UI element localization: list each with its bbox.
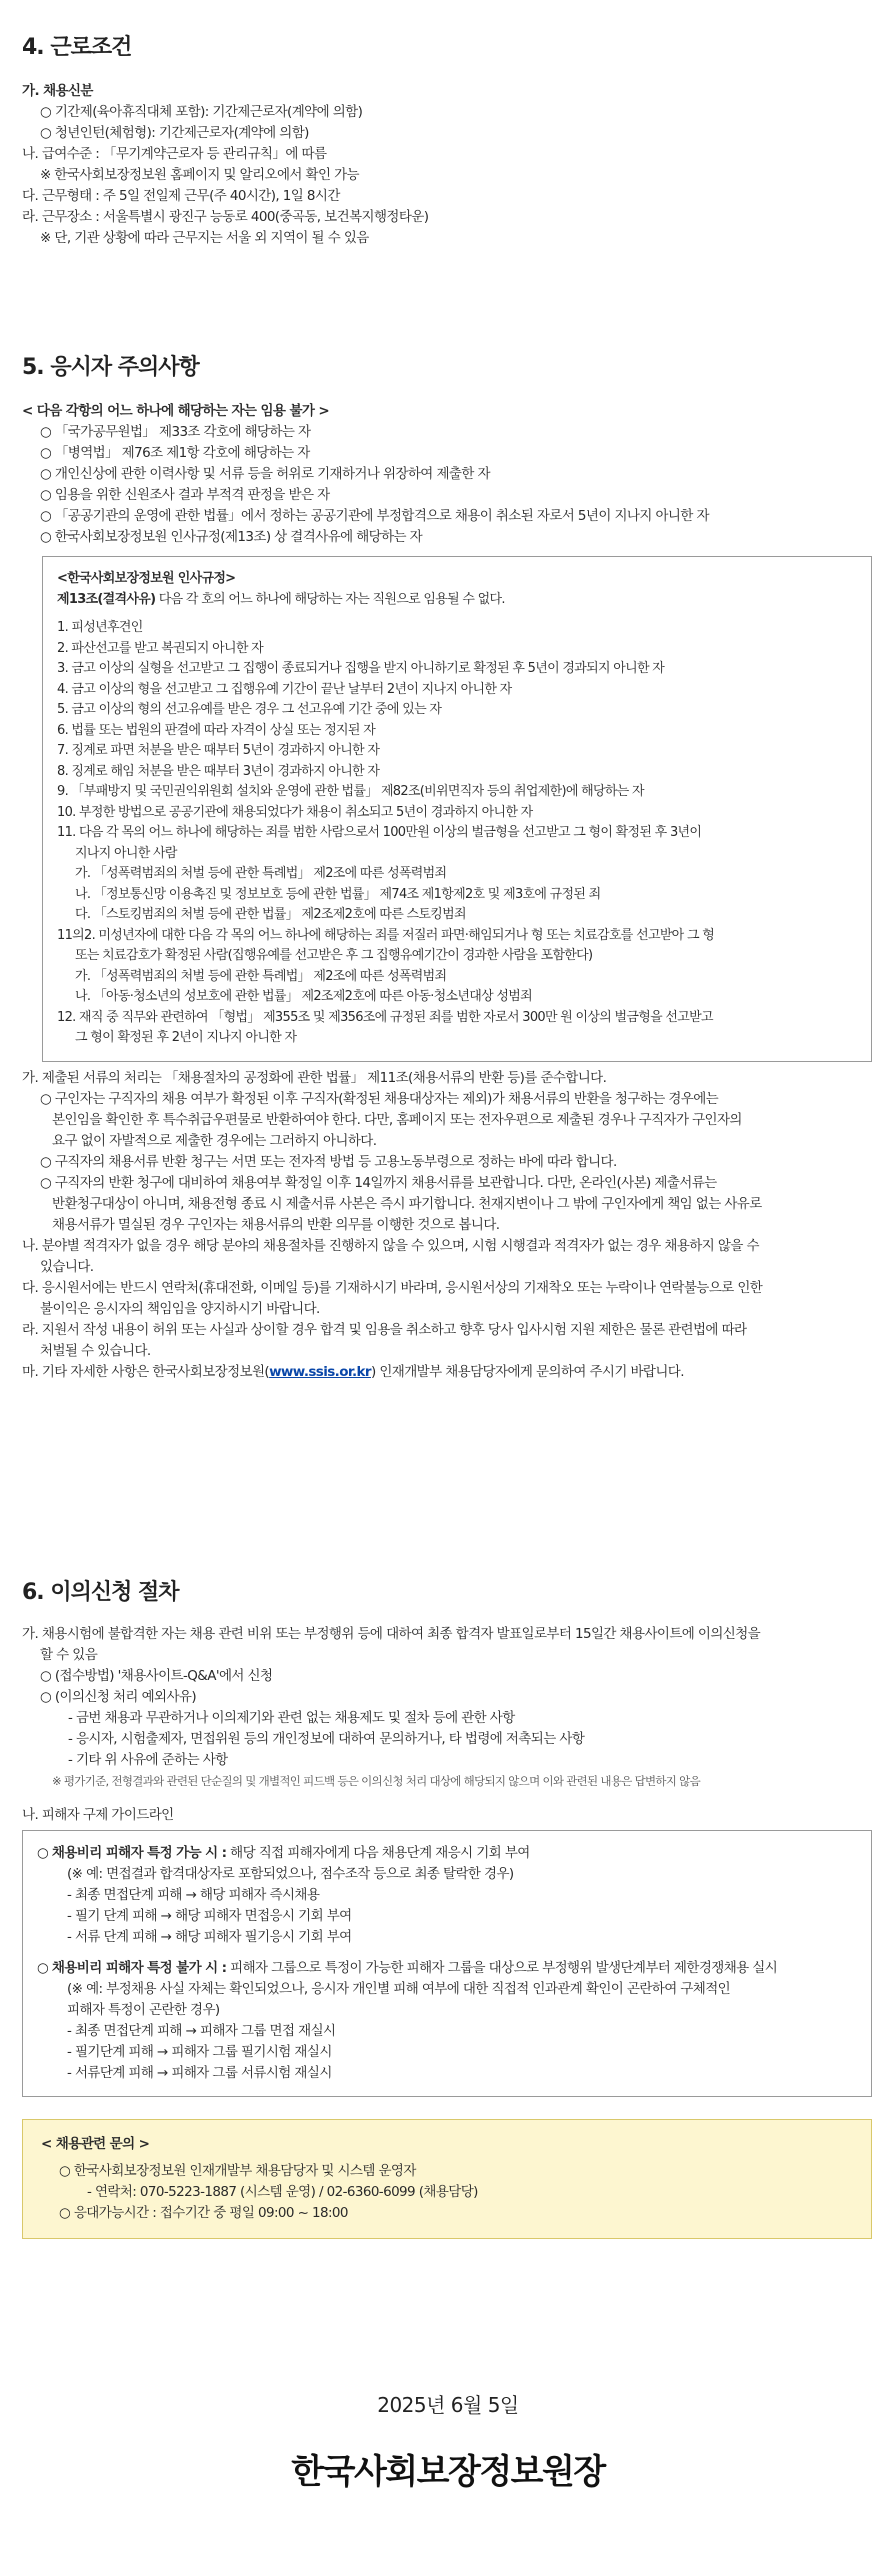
contact-note [22, 1362, 872, 1383]
remedy-guideline-box [22, 1830, 872, 2097]
case-text: 해당 직접 피해자에게 다음 채용단계 재응시 기회 부여 [226, 1845, 530, 1861]
text-line: ○ 「공공기관의 운영에 관한 법률」에서 정하는 공공기관에 부정합격으로 채용이 취소된 자로서 5년이 지나지 아니한 자 [40, 508, 709, 524]
text-line: - 서류 단계 피해 → 해당 피해자 필기응시 기회 부여 [67, 1929, 352, 1945]
text-line: 본인임을 확인한 후 특수취급우편물로 반환하여야 한다. 다만, 홈페이지 또는 전자우편으로 제출된 경우나 구직자가 구인자의 [52, 1111, 742, 1128]
contact-note-suffix: ) 인재개발부 채용담당자에게 문의하여 주시기 바랍니다. [370, 1363, 684, 1380]
remedy-case-identifiable: ○ 채용비리 피해자 특정 가능 시 : 해당 직접 피해자에게 다음 채용단계 재응시 기회 부여 [37, 1845, 530, 1861]
disqualification-list [57, 618, 857, 1049]
text-line: 가. 채용시험에 불합격한 자는 채용 관련 비위 또는 부정행위 등에 대하여 최종 합격자 발표일로부터 15일간 채용사이트에 이의신청을 [22, 1626, 761, 1642]
remedy-case-unidentifiable: ○ 채용비리 피해자 특정 불가 시 : 피해자 그룹으로 특정이 가능한 피해자 그룹을 대상으로 부정행위 발생단계부터 제한경쟁채용 실시 [37, 1960, 778, 1976]
text-line: 채용서류가 멸실된 경우 구인자는 채용서류의 반환 의무를 이행한 것으로 봅니다. [52, 1216, 500, 1233]
text-line: ○ 「병역법」 제76조 제1항 각호에 해당하는 자 [40, 445, 310, 461]
text-line: 피해자 특정이 곤란한 경우) [67, 2002, 220, 2018]
text-line: 그 형이 확정된 후 2년이 지나지 아니한 자 [75, 1030, 297, 1045]
section-title: 4. 근로조건 [22, 35, 132, 60]
text-line: (※ 예: 부정채용 사실 자체는 확인되었으나, 응시자 개인별 피해 여부에 대한 직접적 인과관계 확인이 곤란하여 구체적인 [67, 1981, 731, 1997]
text-line: ○ 기간제(육아휴직대체 포함): 기간제근로자(계약에 의함) [40, 104, 363, 120]
text-line: 나. 분야별 적격자가 없을 경우 해당 분야의 채용절차를 진행하지 않을 수 있으며, 시험 시행결과 적격자가 없는 경우 채용하지 않을 수 [22, 1237, 759, 1254]
section-title: 5. 응시자 주의사항 [22, 355, 199, 380]
text-line: 나. 「아동·청소년의 성보호에 관한 법률」 제2조제2호에 따른 아동·청소년대상 성범죄 [75, 989, 532, 1004]
ineligible-list [22, 422, 872, 548]
text-line: ○ 개인신상에 관한 이력사항 및 서류 등을 허위로 기재하거나 위장하여 제출한 자 [40, 466, 490, 482]
ineligible-subtitle: < 다음 각항의 어느 하나에 해당하는 자는 임용 불가 > [22, 403, 330, 419]
text-line: (※ 예: 면접결과 합격대상자로 포함되었으나, 점수조작 등으로 최종 탈락한 경우) [67, 1866, 514, 1882]
text-line: 지나지 아니한 사람 [75, 845, 177, 861]
text-line: 나. 급여수준 : 「무기계약근로자 등 관리규칙」에 따름 [22, 146, 327, 162]
objection-note: ※ 평가기준, 전형결과와 관련된 단순질의 및 개별적인 피드백 등은 이의신청 처리 대상에 해당되지 않으며 이와 관련된 내용은 답변하지 않음 [52, 1774, 700, 1788]
text-line: 라. 지원서 작성 내용이 허위 또는 사실과 상이할 경우 합격 및 임용을 취소하고 향후 당사 입사시험 지원 제한은 물론 관련법에 따라 [22, 1321, 747, 1338]
text-line: - 금번 채용과 무관하거나 이의제기와 관련 없는 채용제도 및 절차 등에 관한 사항 [68, 1710, 515, 1726]
announcement-date: 2025년 6월 5일 [377, 2393, 519, 2417]
text-line: ※ 단, 기관 상황에 따라 근무지는 서울 외 지역이 될 수 있음 [40, 230, 369, 246]
text-line: - 응시자, 시험출제자, 면접위원 등의 개인정보에 대하여 문의하거나, 타 법령에 저촉되는 사항 [68, 1731, 585, 1747]
text-line: 2. 파산선고를 받고 복권되지 아니한 자 [57, 640, 264, 656]
text-line: 8. 징계로 해임 처분을 받은 때부터 3년이 경과하지 아니한 자 [57, 763, 380, 779]
text-line: ○ 「국가공무원법」 제33조 각호에 해당하는 자 [40, 424, 311, 440]
text-line: 10. 부정한 방법으로 공공기관에 채용되었다가 채용이 취소되고 5년이 경과하지 아니한 자 [57, 804, 533, 820]
text-line: 12. 재직 중 직무와 관련하여 「형법」 제355조 및 제356조에 규정된 죄를 범한 자로서 300만 원 이상의 벌금형을 선고받고 [57, 1009, 713, 1025]
text-line: 요구 없이 자발적으로 제출한 경우에는 그러하지 아니하다. [52, 1132, 377, 1149]
text-line: - 기타 위 사유에 준하는 사항 [68, 1752, 228, 1768]
case-text: 피해자 그룹으로 특정이 가능한 피해자 그룹을 대상으로 부정행위 발생단계부터 제한경쟁채용 실시 [226, 1960, 778, 1976]
text-line: - 서류단계 피해 → 피해자 그룹 서류시험 재실시 [67, 2065, 332, 2081]
recruitment-contact-box [22, 2119, 872, 2239]
text-line: ○ 임용을 위한 신원조사 결과 부적격 판정을 받은 자 [40, 487, 330, 503]
text-line: 가. 채용신분 [22, 83, 93, 99]
text-line: 6. 법률 또는 법원의 판결에 따라 자격이 상실 또는 정지된 자 [57, 722, 376, 738]
case-label: 채용비리 피해자 특정 불가 시 : [51, 1960, 227, 1976]
contact-note-prefix: 마. 기타 자세한 사항은 한국사회보장정보원( [22, 1363, 270, 1380]
text-line: 처벌될 수 있습니다. [40, 1342, 151, 1359]
rule-box-heading: <한국사회보장정보원 인사규정> [57, 571, 236, 586]
text-line: 다. 응시원서에는 반드시 연락처(휴대전화, 이메일 등)를 기재하시기 바라며, 응시원서상의 기재착오 또는 누락이나 연락불능으로 인한 [22, 1279, 763, 1296]
article-13-heading [57, 590, 857, 611]
article-label: 제13조(결격사유) [57, 591, 156, 607]
text-line: ○ 한국사회보장정보원 인사규정(제13조) 상 결격사유에 해당하는 자 [40, 529, 423, 545]
text-line: 3. 금고 이상의 실형을 선고받고 그 집행이 종료되거나 집행을 받지 아니하기로 확정된 후 5년이 경과되지 아니한 자 [57, 661, 665, 676]
section-body [22, 81, 872, 249]
text-line: 라. 근무장소 : 서울특별시 광진구 능동로 400(중곡동, 보건복지행정타운) [22, 209, 429, 225]
text-line: 나. 「정보통신망 이용촉진 및 정보보호 등에 관한 법률」 제74조 제1항제2호 및 제3호에 규정된 죄 [75, 886, 601, 902]
text-line: ○ 청년인턴(체험형): 기간제근로자(계약에 의함) [40, 125, 309, 141]
text-line: - 필기 단계 피해 → 해당 피해자 면접응시 기회 부여 [67, 1908, 352, 1924]
text-line: 가. 「성폭력범죄의 처벌 등에 관한 특례법」 제2조에 따른 성폭력범죄 [75, 866, 447, 881]
text-line: 있습니다. [40, 1258, 94, 1275]
issuer-signature: 한국사회보장정보원장 [291, 2452, 605, 2492]
text-line: - 필기단계 피해 → 피해자 그룹 필기시험 재실시 [67, 2044, 332, 2060]
text-line: ○ (접수방법) '채용사이트-Q&A'에서 신청 [40, 1668, 273, 1684]
text-line: 반환청구대상이 아니며, 채용전형 종료 시 제출서류 사본은 즉시 파기합니다. 천재지변이나 그 밖에 구인자에게 책임 없는 사유로 [52, 1195, 762, 1212]
text-line: 5. 금고 이상의 형의 선고유예를 받은 경우 그 선고유예 기간 중에 있는 자 [57, 702, 442, 717]
text-line: - 연락처: 070-5223-1887 (시스템 운영) / 02-6360-6099 (채용담당) [87, 2184, 478, 2200]
text-line: 다. 근무형태 : 주 5일 전일제 근무(주 40시간), 1일 8시간 [22, 188, 340, 204]
text-line: ※ 한국사회보장정보원 홈페이지 및 알리오에서 확인 가능 [40, 167, 360, 183]
text-line: 1. 피성년후견인 [57, 620, 143, 635]
text-line: ○ 구직자의 채용서류 반환 청구는 서면 또는 전자적 방법 등 고용노동부령으로 정하는 바에 따라 합니다. [40, 1153, 617, 1170]
section-objection-procedure [22, 1575, 872, 2239]
text-line: - 최종 면접단계 피해 → 피해자 그룹 면접 재실시 [67, 2023, 336, 2039]
section-title: 6. 이의신청 절차 [22, 1580, 179, 1605]
text-line: 불이익은 응시자의 책임임을 양지하시기 바랍니다. [40, 1300, 320, 1317]
text-line: ○ 구직자의 반환 청구에 대비하여 채용여부 확정일 이후 14일까지 채용서류를 보관합니다. 다만, 온라인(사본) 제출서류는 [40, 1174, 717, 1191]
contact-title: < 채용관련 문의 > [41, 2136, 150, 2152]
remedy-case-unidentifiable-details [37, 1979, 857, 2084]
text-line: ○ 구인자는 구직자의 채용 여부가 확정된 이후 구직자(확정된 채용대상자는 제외)가 채용서류의 반환을 청구하는 경우에는 [40, 1090, 719, 1107]
text-line: 가. 「성폭력범죄의 처벌 등에 관한 특례법」 제2조에 따른 성폭력범죄 [75, 968, 447, 984]
remedy-case-identifiable-details [37, 1864, 857, 1948]
text-line: 11의2. 미성년자에 대한 다음 각 목의 어느 하나에 해당하는 죄를 저질러 파면·해임되거나 형 또는 치료감호를 선고받아 그 형 [57, 927, 715, 943]
text-line: 7. 징계로 파면 처분을 받은 때부터 5년이 경과하지 아니한 자 [57, 743, 380, 758]
text-line: 또는 치료감호가 확정된 사람(집행유예를 선고받은 후 그 집행유예기간이 경과한 사람을 포함한다) [75, 948, 593, 963]
text-line: 9. 「부패방지 및 국민권익위원회 설치와 운영에 관한 법률」 제82조(비위면직자 등의 취업제한)에 해당하는 자 [57, 784, 644, 799]
text-line: ○ (이의신청 처리 예외사유) [40, 1689, 196, 1705]
text-line: - 최종 면접단계 피해 → 해당 피해자 즉시채용 [67, 1887, 320, 1903]
text-line: 할 수 있음 [40, 1647, 98, 1663]
case-label: 채용비리 피해자 특정 가능 시 : [51, 1845, 227, 1861]
section-applicant-notes [22, 350, 872, 1383]
section-working-conditions [22, 30, 872, 249]
website-link[interactable]: www.ssis.or.kr [269, 1363, 371, 1380]
text-line: 가. 제출된 서류의 처리는 「채용절차의 공정화에 관한 법률」 제11조(채용서류의 반환 등)를 준수합니다. [22, 1069, 607, 1086]
objection-body [22, 1624, 872, 1771]
personnel-rule-box [42, 556, 872, 1062]
article-text: 다음 각 호의 어느 하나에 해당하는 자는 직원으로 임용될 수 없다. [155, 591, 505, 607]
text-line: ○ 한국사회보장정보원 인재개발부 채용담당자 및 시스템 운영자 [59, 2163, 416, 2179]
contact-details [41, 2161, 853, 2224]
text-line: 다. 「스토킹범죄의 처벌 등에 관한 법률」 제2조제2호에 따른 스토킹범죄 [75, 907, 466, 922]
remedy-guideline-heading: 나. 피해자 구제 가이드라인 [22, 1807, 174, 1823]
text-line: 11. 다음 각 목의 어느 하나에 해당하는 죄를 범한 사람으로서 100만원 이상의 벌금형을 선고받고 그 형이 확정된 후 3년이 [57, 825, 702, 840]
text-line: ○ 응대가능시간 : 접수기간 중 평일 09:00 ~ 18:00 [59, 2205, 348, 2221]
document-handling-notes [22, 1068, 872, 1362]
text-line: 4. 금고 이상의 형을 선고받고 그 집행유예 기간이 끝난 날부터 2년이 지나지 아니한 자 [57, 681, 512, 697]
